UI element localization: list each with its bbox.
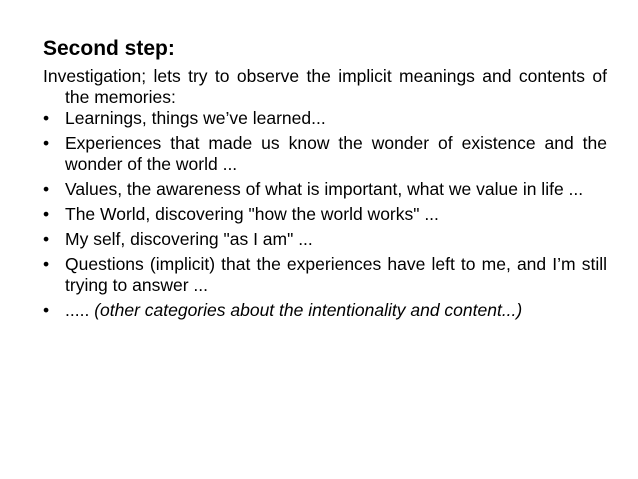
list-item [43, 229, 607, 250]
list-item [43, 254, 607, 296]
list-item [43, 204, 607, 225]
slide-content [43, 36, 607, 325]
bullet-icon: • [43, 108, 50, 128]
intro-paragraph: Investigation; lets try to observe the implicit meanings and contents of the memories: [43, 66, 607, 107]
slide-heading: Second step: [43, 37, 175, 60]
list-item-text: Questions (implicit) that the experiences have left to me, and I’m still trying to answer ... [65, 254, 607, 295]
bullet-icon: • [43, 133, 50, 153]
bullet-icon: • [43, 204, 50, 224]
bullet-icon: • [43, 229, 50, 249]
list-item-text-italic: (other categories about the intentionality and content...) [94, 300, 523, 320]
bullet-icon: • [43, 254, 50, 274]
bullet-icon: • [43, 300, 50, 320]
list-item-text: Learnings, things we’ve learned... [65, 108, 326, 128]
list-item [43, 179, 607, 200]
bullet-list [43, 108, 607, 321]
list-item [43, 133, 607, 175]
list-item-text: My self, discovering "as I am" ... [65, 229, 313, 249]
list-item-text: Values, the awareness of what is important, what we value in life ... [65, 179, 584, 199]
list-item [43, 300, 607, 321]
bullet-icon: • [43, 179, 50, 199]
list-item-text: Experiences that made us know the wonder of existence and the wonder of the world ... [65, 133, 607, 174]
list-item-text: The World, discovering "how the world works" ... [65, 204, 439, 224]
list-item [43, 108, 607, 129]
list-item-text-prefix: ..... [65, 300, 95, 320]
